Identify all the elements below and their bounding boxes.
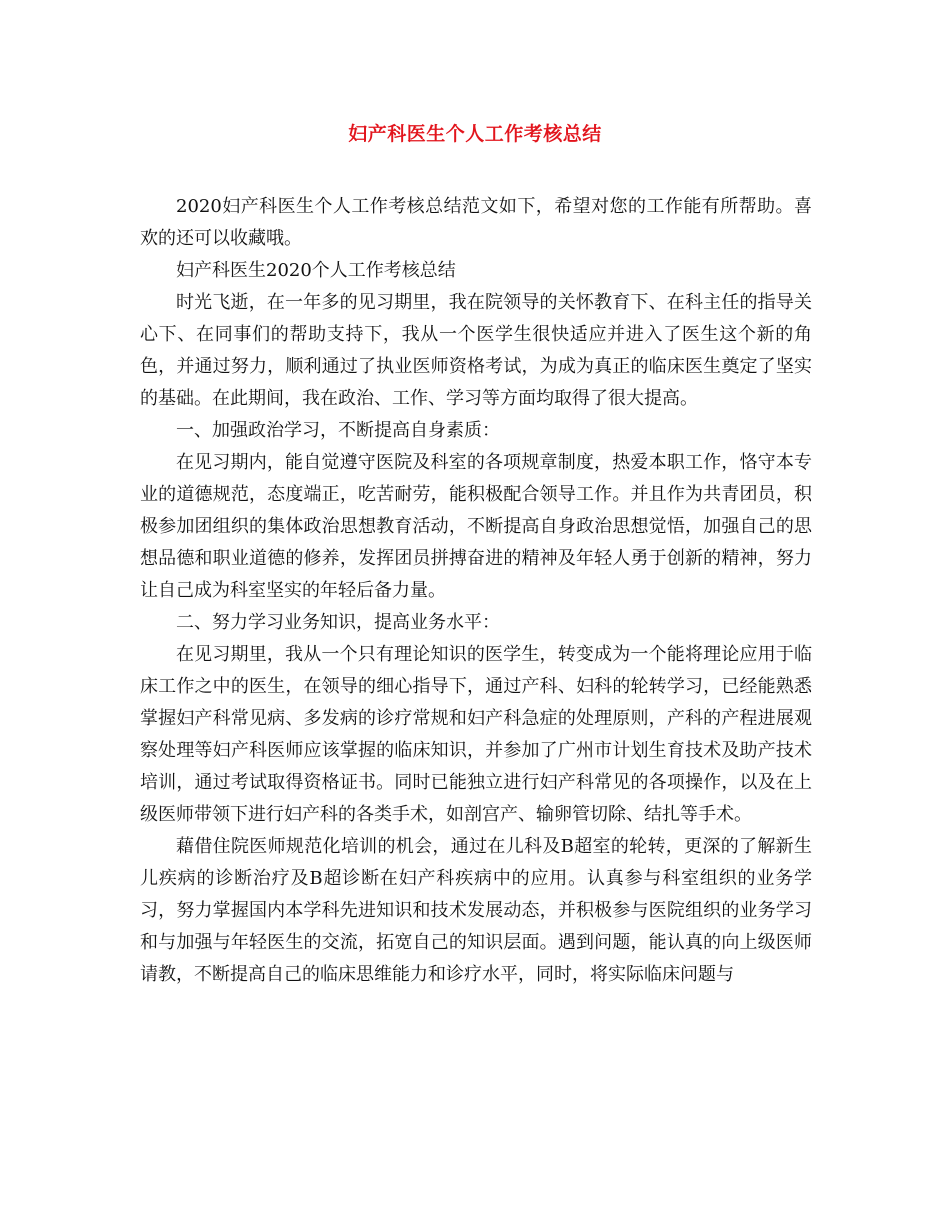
document-title: 妇产科医生个人工作考核总结	[348, 123, 602, 145]
section-paragraph-1: 在见习期内，能自觉遵守医院及科室的各项规章制度，热爱本职工作，恪守本专业的道德规范，态度端正，吃苦耐劳，能积极配合领导工作。并且作为共青团员，积极参加团组织的集体政治思想教育活动，不断提高自身政治思想觉悟，加强自己的思想品德和职业道德的修养，发挥团员拼搏奋进的精神及年轻人勇于创新的精神，努力让自己成为科室坚实的年轻后备力量。	[140, 452, 812, 601]
subtitle-paragraph: 妇产科医生2020个人工作考核总结	[176, 260, 456, 281]
section-paragraph-2: 在见习期里，我从一个只有理论知识的医学生，转变成为一个能将理论应用于临床工作之中的医生，在领导的细心指导下，通过产科、妇科的轮转学习，已经能熟悉掌握妇产科常见病、多发病的诊疗常规和妇产科急症的处理原则，产科的产程进展观察处理等妇产科医师应该掌握的临床知识，并参加了广州市计划生育技术及助产技术培训，通过考试取得资格证书。同时已能独立进行妇产科常见的各项操作，以及在上级医师带领下进行妇产科的各类手术，如剖宫产、输卵管切除、结扎等手术。	[140, 644, 812, 825]
document-body	[140, 191, 812, 991]
section-heading-2: 二、努力学习业务知识，提高业务水平：	[176, 612, 500, 633]
section-heading-1: 一、加强政治学习，不断提高自身素质：	[176, 420, 500, 441]
section-paragraph-3: 藉借住院医师规范化培训的机会，通过在儿科及B超室的轮转，更深的了解新生儿疾病的诊断治疗及B超诊断在妇产科疾病中的应用。认真参与科室组织的业务学习，努力掌握国内本学科先进知识和技术发展动态，并积极参与医院组织的业务学习和与加强与年轻医生的交流，拓宽自己的知识层面。遇到问题，能认真的向上级医师请教，不断提高自己的临床思维能力和诊疗水平，同时，将实际临床问题与	[140, 836, 812, 985]
intro-paragraph: 2020妇产科医生个人工作考核总结范文如下，希望对您的工作能有所帮助。喜欢的还可以收藏哦。	[140, 196, 812, 249]
opening-paragraph: 时光飞逝，在一年多的见习期里，我在院领导的关怀教育下、在科主任的指导关心下、在同事们的帮助支持下，我从一个医学生很快适应并进入了医生这个新的角色，并通过努力，顺利通过了执业医师资格考试，为成为真正的临床医生奠定了坚实的基础。在此期间，我在政治、工作、学习等方面均取得了很大提高。	[140, 292, 812, 409]
